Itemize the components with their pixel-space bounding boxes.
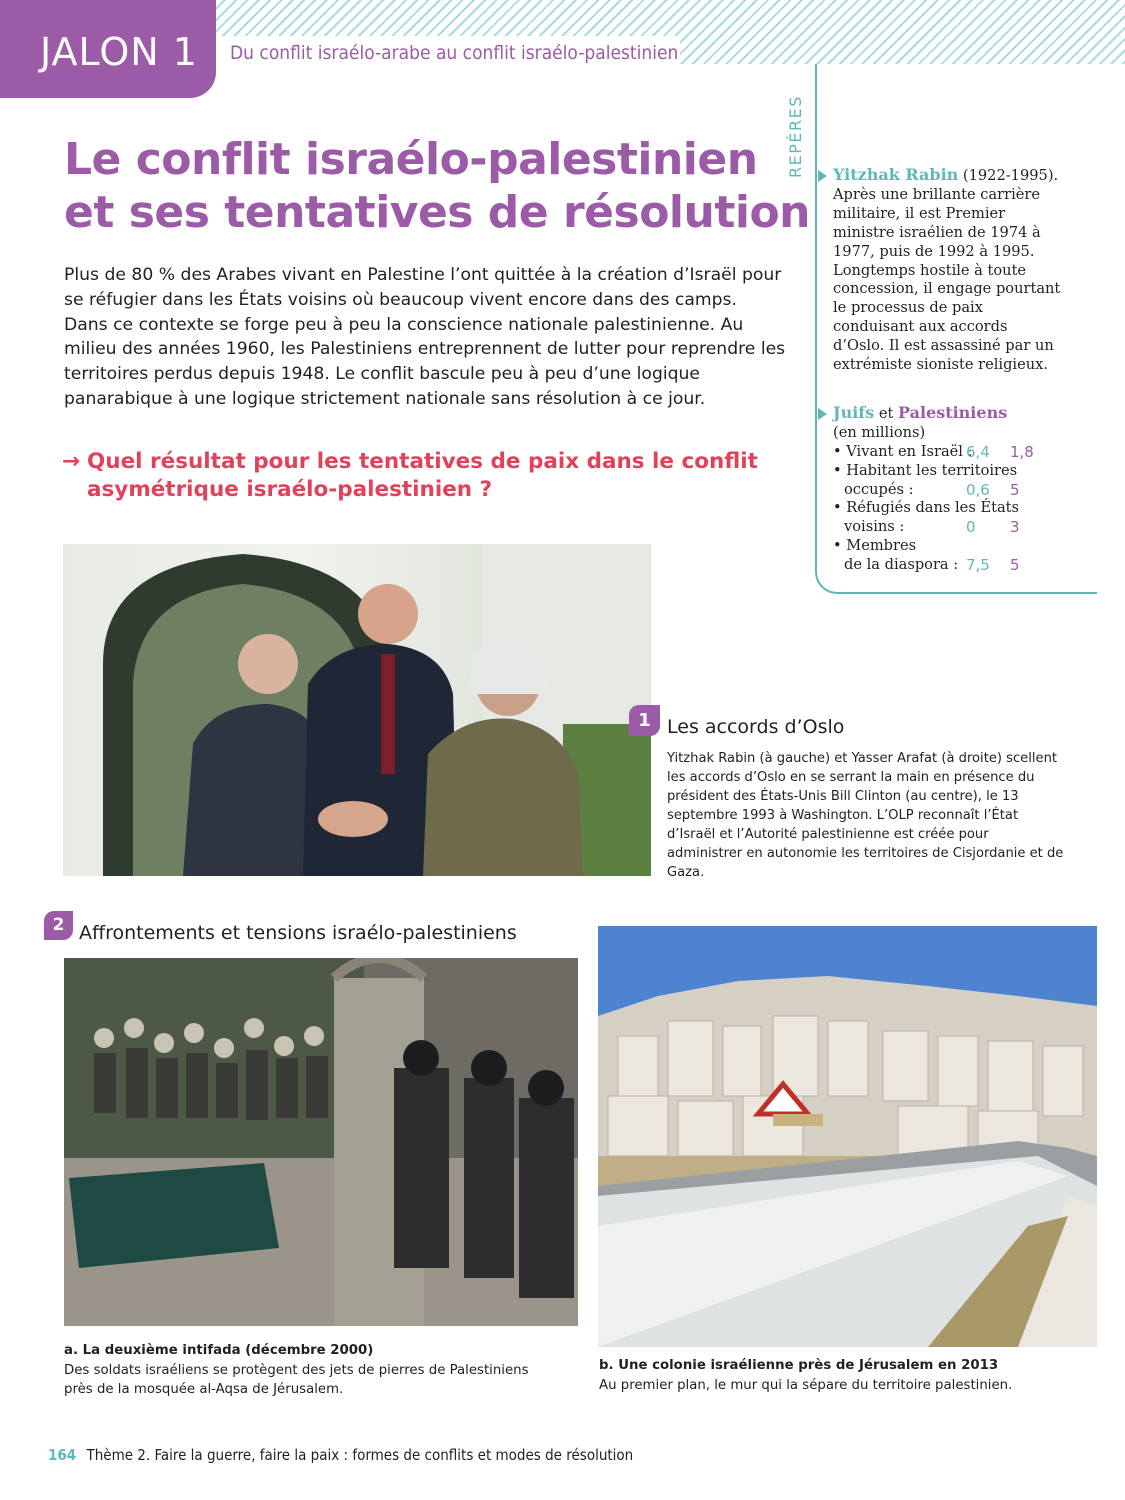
doc-2b-title: b. Une colonie israélienne près de Jérusalem en 2013 (599, 1358, 999, 1373)
jalon-tab: JALON 1 (0, 0, 216, 98)
stat-label: • Habitant les territoires (833, 461, 1018, 479)
stat-label-cont: voisins : (844, 518, 905, 536)
doc-2b-text: Au premier plan, le mur qui la sépare du territoire palestinien. (599, 1377, 1013, 1393)
rabin-name: Yitzhak Rabin (833, 165, 959, 184)
stat-label-cont: occupés : (844, 480, 914, 498)
doc-2-badge: 2 (44, 911, 73, 940)
stat-palestiniens-value: 5 (1010, 556, 1020, 575)
page-footer (48, 1446, 633, 1464)
stat-label: • Vivant en Israël : (833, 442, 973, 460)
intifada-photo-illustration (64, 958, 578, 1326)
stat-row (833, 499, 1083, 518)
intifada-photo (64, 958, 578, 1326)
stat-juifs-value: 7,5 (966, 556, 990, 575)
triangle-bullet-icon (818, 408, 827, 420)
colony-photo-illustration (598, 926, 1097, 1347)
stat-palestiniens-value: 3 (1010, 518, 1020, 537)
stats-et: et (878, 405, 894, 422)
colony-photo (598, 926, 1097, 1347)
doc-2a-text: Des soldats israéliens se protègent des jets de pierres de Palestiniens près de la mosquée al-Aqsa de Jérusalem. (64, 1362, 529, 1397)
reperes-label: REPÈRES (786, 95, 805, 178)
stat-juifs-value: 6,4 (966, 442, 990, 461)
stat-row (833, 462, 1083, 481)
question-text: Quel résultat pour les tentatives de paix dans le conflit asymétrique israélo-palestinien ? (87, 449, 758, 502)
stat-row (833, 556, 1083, 575)
page-title-line-2: et ses tentatives de résolution (64, 187, 810, 238)
doc-1-caption: Yitzhak Rabin (à gauche) et Yasser Arafat (à droite) scellent les accords d’Oslo en se serrant la main en présence du président des États-Unis Bill Clinton (au centre), le 13 septembre 1993 à Washington. L’OLP reconnaît l’État d’Israël et l’Autorité palestinienne est créée pour administrer en autonomie les territoires de Cisjordanie et de Gaza. (667, 751, 1064, 880)
intro-paragraph: Plus de 80 % des Arabes vivant en Palestine l’ont quittée à la création d’Israël pour se réfugier dans les États voisins où beaucoup vivent encore dans des camps. Dans ce contexte se forge peu à peu la conscience nationale palestinienne. Au milieu des années 1960, les Palestiniens entreprennent de lutter pour reprendre les territoires perdus depuis 1948. Le conflit bascule peu à peu d’une logique panarabique à une logique strictement nationale sans résolution à ce jour. (64, 265, 786, 409)
oslo-photo-illustration (63, 544, 651, 876)
stat-juifs-value: 0,6 (966, 480, 990, 499)
doc-1-title: Les accords d’Oslo (667, 716, 845, 738)
doc-1-badge: 1 (629, 705, 660, 736)
stats-palestiniens-label: Palestiniens (897, 403, 1008, 422)
rabin-text: Après une brillante carrière militaire, il est Premier ministre israélien de 1974 à 1977, puis de 1992 à 1995. Longtemps hostile à toute concession, il engage pourtant le processus de paix conduisant aux accords d’Oslo. Il est assassiné par un extrémiste sioniste religieux. (833, 185, 1061, 374)
stat-row (833, 537, 1083, 556)
doc-2a-caption (64, 1341, 544, 1400)
oslo-handshake-photo (63, 544, 651, 876)
stats-unit: (en millions) (833, 423, 926, 441)
problem-question (62, 448, 782, 504)
stat-label-cont: de la diaspora : (844, 556, 959, 574)
page-title-line-1: Le conflit israélo-palestinien (64, 134, 758, 185)
stat-label: • Réfugiés dans les États (833, 499, 1020, 517)
stat-row (833, 481, 1083, 500)
triangle-bullet-icon (818, 170, 827, 182)
rabin-dates: (1922-1995). (962, 167, 1059, 184)
stat-palestiniens-value: 5 (1010, 480, 1020, 499)
stat-row (833, 518, 1083, 537)
footer-theme: Thème 2. Faire la guerre, faire la paix : formes de conflits et modes de résolution (86, 1446, 634, 1464)
population-stats (833, 404, 1083, 575)
stat-juifs-value: 0 (966, 518, 976, 537)
stats-juifs-label: Juifs (833, 403, 875, 422)
stat-row (833, 443, 1083, 462)
doc-2-title: Affrontements et tensions israélo-palestiniens (79, 922, 517, 944)
chapter-subtitle: Du conflit israélo-arabe au conflit israélo-palestinien (216, 36, 680, 70)
rabin-biography (833, 166, 1063, 375)
doc-2b-caption (599, 1356, 1099, 1395)
arrow-right-icon: → (62, 449, 81, 474)
stat-label: • Membres (833, 537, 917, 555)
stat-palestiniens-value: 1,8 (1010, 442, 1034, 461)
page-number: 164 (48, 1446, 77, 1464)
doc-2a-title: a. La deuxième intifada (décembre 2000) (64, 1343, 374, 1358)
